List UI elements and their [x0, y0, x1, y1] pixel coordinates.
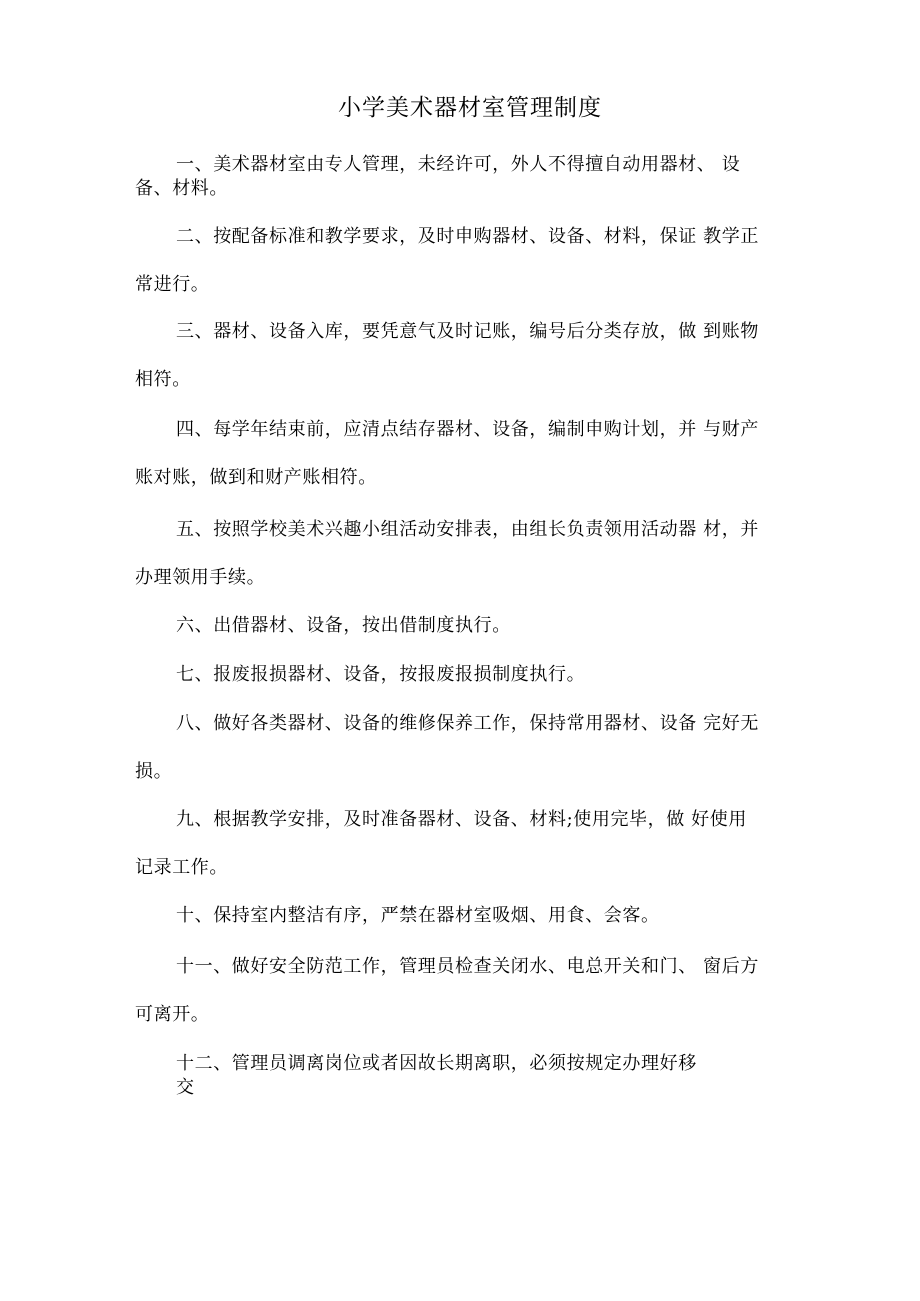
paragraph-line: 七、报废报损器材、设备，按报废报损制度执行。: [176, 664, 586, 685]
paragraph-line: 五、按照学校美术兴趣小组活动安排表，由组长负责领用活动器 材，并: [176, 519, 759, 540]
rule-paragraph-10: [135, 904, 805, 928]
paragraph-line: 十二、管理员调离岗位或者因故长期离职，必须按规定办理好移: [176, 1053, 697, 1074]
paragraph-line: 账对账，做到和财产账相符。: [135, 467, 377, 488]
paragraph-line: 相符。: [135, 369, 191, 390]
paragraph-line: 四、每学年结束前，应清点结存器材、设备，编制申购计划，并 与财产: [176, 419, 759, 440]
rule-paragraph-5: [135, 518, 805, 590]
paragraph-line: 办理领用手续。: [135, 567, 266, 588]
rule-paragraph-11: [135, 955, 805, 1027]
paragraph-line: 交: [176, 1077, 195, 1098]
paragraph-line: 二、按配备标准和教学要求，及时申购器材、设备、材料，保证 教学正: [176, 226, 759, 247]
paragraph-line: 损。: [135, 761, 173, 782]
paragraph-line: 备、材料。: [135, 178, 228, 199]
paragraph-line: 六、出借器材、设备，按出借制度执行。: [176, 615, 511, 636]
paragraph-line: 记录工作。: [135, 857, 228, 878]
rule-paragraph-1: [135, 153, 805, 201]
rule-paragraph-8: [135, 712, 805, 784]
document-title: 小学美术器材室管理制度: [338, 95, 602, 121]
paragraph-line: 常进行。: [135, 274, 210, 295]
rule-paragraph-12: [135, 1052, 805, 1100]
rule-paragraph-6: [135, 614, 805, 638]
rule-paragraph-3: [135, 320, 805, 392]
paragraph-line: 三、器材、设备入库，要凭意气及时记账，编号后分类存放，做 到账物: [176, 321, 759, 342]
paragraph-line: 十一、做好安全防范工作，管理员检查关闭水、电总开关和门、 窗后方: [176, 956, 759, 977]
rule-paragraph-7: [135, 663, 805, 687]
rule-paragraph-4: [135, 418, 805, 490]
paragraph-line: 可离开。: [135, 1004, 210, 1025]
rule-paragraph-2: [135, 225, 805, 297]
paragraph-line: 九、根据教学安排，及时准备器材、设备、材料;使用完毕，做 好使用: [176, 809, 747, 830]
paragraph-line: 十、保持室内整洁有序，严禁在器材室吸烟、用食、会客。: [176, 905, 660, 926]
paragraph-line: 一、美术器材室由专人管理，未经许可，外人不得擅自动用器材、 设: [176, 154, 741, 175]
rule-paragraph-9: [135, 808, 805, 880]
paragraph-line: 八、做好各类器材、设备的维修保养工作，保持常用器材、设备 完好无: [176, 713, 759, 734]
